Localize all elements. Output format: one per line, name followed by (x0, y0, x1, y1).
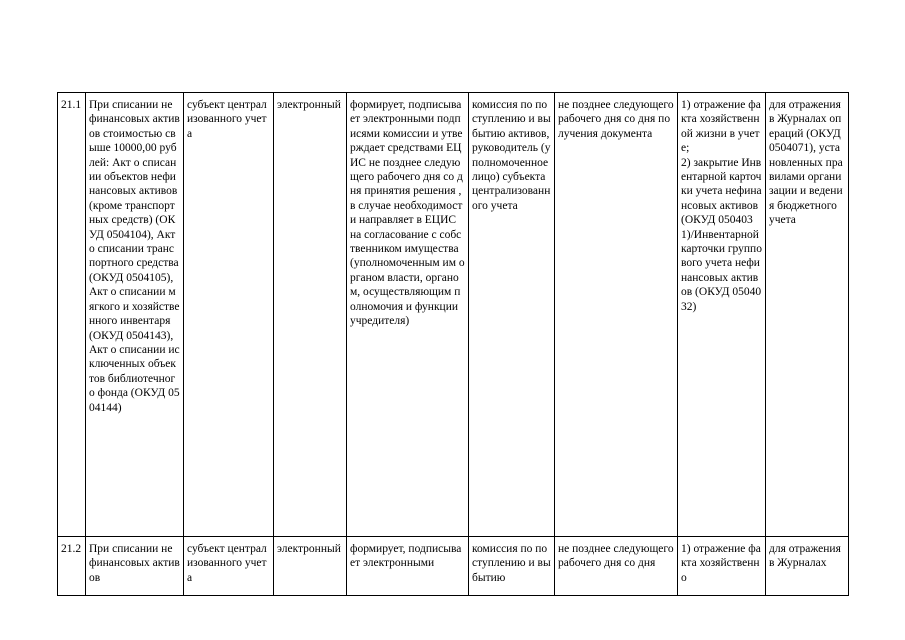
row-number-cell: 21.2 (58, 537, 86, 596)
table-row (58, 537, 849, 596)
registers-cell: 1) отражение факта хозяйственной жизни в учете; 2) закрытие Инвентарной карточки учета нефинансовых активов (ОКУД 0504031)/Инвентарной карточки группового учета нефинансовых активов (ОКУД 0504032) (678, 93, 766, 537)
deadline-cell: не позднее следующего рабочего дня со дня (555, 537, 678, 596)
format-cell: электронный (274, 537, 347, 596)
row-number-cell: 21.1 (58, 93, 86, 537)
action-cell: формирует, подписывает электронными подписями комиссии и утверждает средствами ЕЦИС не позднее следующего рабочего дня со дня принятия решения , в случае необходимости направляет в ЕЦИС на согласование с собственником имущества (уполномоченным им органом власти, органом, осуществляющим полномочия и функции учредителя) (347, 93, 469, 537)
creator-cell: субъект централизованного учета (184, 537, 274, 596)
document-name-cell: При списании нефинансовых активов стоимостью свыше 10000,00 рублей: Акт о списании объектов нефинансовых активов (кроме транспортных средств) (ОКУД 0504104), Акт о списании транспортного средства (ОКУД 0504105), Акт о списании мягкого и хозяйственного инвентаря (ОКУД 0504143), Акт о списании исключенных объектов библиотечного фонда (ОКУД 0504144) (86, 93, 184, 537)
format-cell: электронный (274, 93, 347, 537)
signer-cell: комиссия по поступлению и выбытию активов, руководитель (уполномоченное лицо) субъекта централизованного учета (469, 93, 555, 537)
deadline-cell: не позднее следующего рабочего дня со дня получения документа (555, 93, 678, 537)
document-name-cell: При списании нефинансовых активов (86, 537, 184, 596)
procedures-table (57, 92, 849, 596)
registers-cell: 1) отражение факта хозяйственно (678, 537, 766, 596)
journals-cell: для отражения в Журналах операций (ОКУД 0504071), установленных правилами организации и ведения бюджетного учета (766, 93, 849, 537)
table-row (58, 93, 849, 537)
journals-cell: для отражения в Журналах (766, 537, 849, 596)
signer-cell: комиссия по поступлению и выбытию (469, 537, 555, 596)
action-cell: формирует, подписывает электронными (347, 537, 469, 596)
creator-cell: субъект централизованного учета (184, 93, 274, 537)
